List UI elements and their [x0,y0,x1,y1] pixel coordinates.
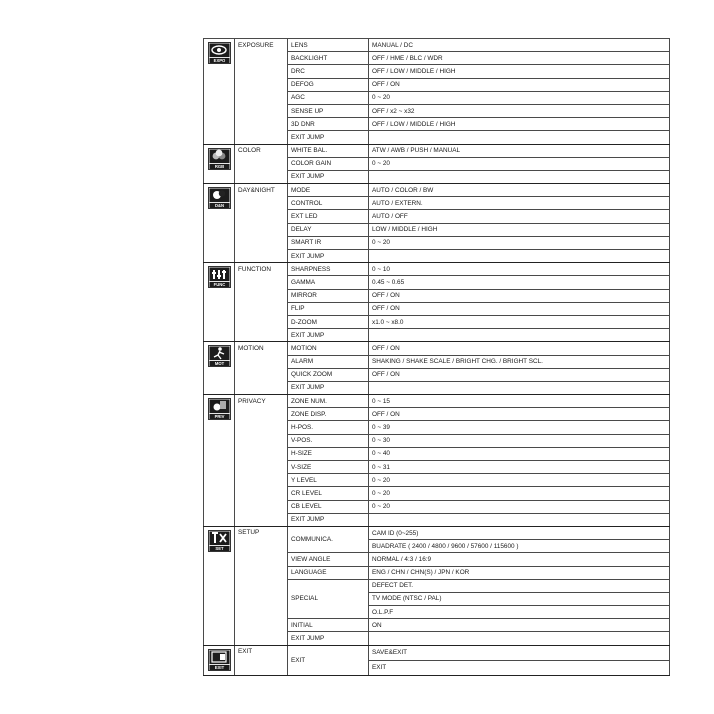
menu-item-values: OFF / ON [369,408,670,421]
category-label: DAY&NIGHT [235,184,288,263]
menu-item-values: LOW / MIDDLE / HIGH [369,223,670,236]
menu-item-label: EXIT JUMP [288,170,369,183]
menu-item-values [369,131,670,144]
function-icon [208,266,231,288]
menu-item-label: EXT LED [288,210,369,223]
menu-item-values: OFF / ON [369,342,670,355]
menu-item-values: ON [369,619,670,632]
menu-item-values [369,170,670,183]
menu-item-values: 0 ~ 31 [369,461,670,474]
menu-item-values: x1.0 ~ x8.0 [369,315,670,328]
category-label: FUNCTION [235,263,288,342]
menu-item-values: OFF / ON [369,368,670,381]
menu-item-label: QUICK ZOOM [288,368,369,381]
menu-item-label: MIRROR [288,289,369,302]
menu-item-label: H-SIZE [288,447,369,460]
menu-item-label: INITIAL [288,619,369,632]
menu-item-values: 0 ~ 39 [369,421,670,434]
menu-item-label: H-POS. [288,421,369,434]
menu-item-label: DELAY [288,223,369,236]
osd-menu-table [203,38,670,676]
menu-row [204,39,670,52]
menu-item-values: OFF / ON [369,289,670,302]
menu-item-values: AUTO / OFF [369,210,670,223]
icon-caption: RGB [214,163,224,169]
day-night-icon [208,187,231,209]
menu-item-label: MOTION [288,342,369,355]
menu-item-label: ZONE NUM. [288,395,369,408]
menu-item-label: EXIT JUMP [288,513,369,526]
menu-item-label: EXIT JUMP [288,381,369,394]
menu-item-values [369,250,670,263]
menu-item-values: AUTO / EXTERN. [369,197,670,210]
color-icon [208,148,231,170]
menu-item-values: CAM ID (0~255) [369,526,670,539]
icon-caption: EXIT [214,664,224,670]
menu-item-values: 0 ~ 20 [369,487,670,500]
privacy-icon [208,398,231,420]
menu-item-values [369,632,670,645]
icon-caption: MOT [214,361,224,367]
menu-row [204,526,670,539]
category-label: EXIT [235,645,288,675]
icon-caption: SET [214,546,224,552]
category-label: EXPOSURE [235,39,288,145]
menu-item-values: 0 ~ 20 [369,91,670,104]
menu-item-label: SPECIAL [288,579,369,619]
menu-item-values: OFF / x2 ~ x32 [369,104,670,117]
menu-item-values [369,381,670,394]
icon-caption: FUNC [213,282,225,288]
menu-item-values: 0 ~ 30 [369,434,670,447]
menu-item-label: EXIT JUMP [288,131,369,144]
menu-item-values: 0 ~ 20 [369,157,670,170]
menu-row [204,395,670,408]
menu-item-values: BUADRATE ( 2400 / 4800 / 9600 / 57600 / 115600 ) [369,540,670,553]
menu-item-values [369,513,670,526]
menu-item-label: CONTROL [288,197,369,210]
menu-item-label: EXIT [288,645,369,675]
menu-item-label: ZONE DISP. [288,408,369,421]
menu-item-label: DRC [288,65,369,78]
menu-row [204,263,670,276]
menu-item-label: EXIT JUMP [288,632,369,645]
menu-item-values: TV MODE (NTSC / PAL) [369,592,670,605]
category-label: MOTION [235,342,288,395]
menu-item-values: AUTO / COLOR / BW [369,184,670,197]
menu-item-values: EXIT [369,660,670,675]
menu-item-label: V-SIZE [288,461,369,474]
menu-row [204,144,670,157]
menu-row [204,184,670,197]
category-icon-cell [204,39,235,145]
motion-icon [208,345,231,367]
menu-item-values: OFF / ON [369,78,670,91]
menu-item-label: SMART IR [288,236,369,249]
menu-item-values: OFF / ON [369,302,670,315]
menu-item-values: MANUAL / DC [369,39,670,52]
menu-item-label: SENSE UP [288,104,369,117]
menu-item-label: LENS [288,39,369,52]
menu-item-label: ALARM [288,355,369,368]
menu-item-label: DEFOG [288,78,369,91]
menu-item-values: ENG / CHN / CHN(S) / JPN / KOR [369,566,670,579]
menu-item-label: COMMUNICA. [288,526,369,552]
menu-item-values: DEFECT DET. [369,579,670,592]
menu-item-values: O.L.P.F [369,606,670,619]
menu-item-values: SHAKING / SHAKE SCALE / BRIGHT CHG. / BRIGHT SCL. [369,355,670,368]
exposure-icon [208,42,231,64]
category-label: COLOR [235,144,288,184]
menu-item-values: OFF / LOW / MIDDLE / HIGH [369,118,670,131]
setup-icon [208,530,231,552]
menu-item-values: OFF / HME / BLC / WDR [369,52,670,65]
menu-item-label: CR LEVEL [288,487,369,500]
menu-item-values: NORMAL / 4:3 / 16:9 [369,553,670,566]
category-icon-cell [204,342,235,395]
menu-item-label: SHARPNESS [288,263,369,276]
menu-item-label: EXIT JUMP [288,250,369,263]
menu-item-values: OFF / LOW / MIDDLE / HIGH [369,65,670,78]
category-label: PRIVACY [235,395,288,527]
icon-caption: EXPO [213,58,225,64]
menu-item-values [369,329,670,342]
menu-row [204,645,670,660]
menu-item-values: 0.45 ~ 0.65 [369,276,670,289]
menu-item-label: Y LEVEL [288,474,369,487]
menu-item-label: D-ZOOM [288,315,369,328]
menu-item-label: AGC [288,91,369,104]
menu-item-values: 0 ~ 15 [369,395,670,408]
menu-item-values: 0 ~ 20 [369,500,670,513]
menu-item-label: GAMMA [288,276,369,289]
menu-item-values: 0 ~ 40 [369,447,670,460]
menu-item-label: CB LEVEL [288,500,369,513]
menu-item-label: LANGUAGE [288,566,369,579]
menu-item-label: EXIT JUMP [288,329,369,342]
menu-item-label: FLIP [288,302,369,315]
menu-item-values: 0 ~ 10 [369,263,670,276]
menu-item-values: ATW / AWB / PUSH / MANUAL [369,144,670,157]
menu-item-label: VIEW ANGLE [288,553,369,566]
icon-caption: D&N [214,203,224,209]
category-icon-cell [204,144,235,184]
menu-item-values: SAVE&EXIT [369,645,670,660]
menu-row [204,342,670,355]
icon-caption: PRIV [214,414,224,420]
category-icon-cell [204,645,235,675]
exit-icon [208,649,231,671]
menu-item-label: 3D DNR [288,118,369,131]
menu-item-label: BACKLIGHT [288,52,369,65]
category-icon-cell [204,395,235,527]
menu-item-values: 0 ~ 20 [369,474,670,487]
category-icon-cell [204,526,235,645]
menu-item-label: WHITE BAL. [288,144,369,157]
category-label: SETUP [235,526,288,645]
menu-item-label: COLOR GAIN [288,157,369,170]
menu-item-values: 0 ~ 20 [369,236,670,249]
category-icon-cell [204,184,235,263]
menu-item-label: MODE [288,184,369,197]
category-icon-cell [204,263,235,342]
menu-item-label: V-POS. [288,434,369,447]
